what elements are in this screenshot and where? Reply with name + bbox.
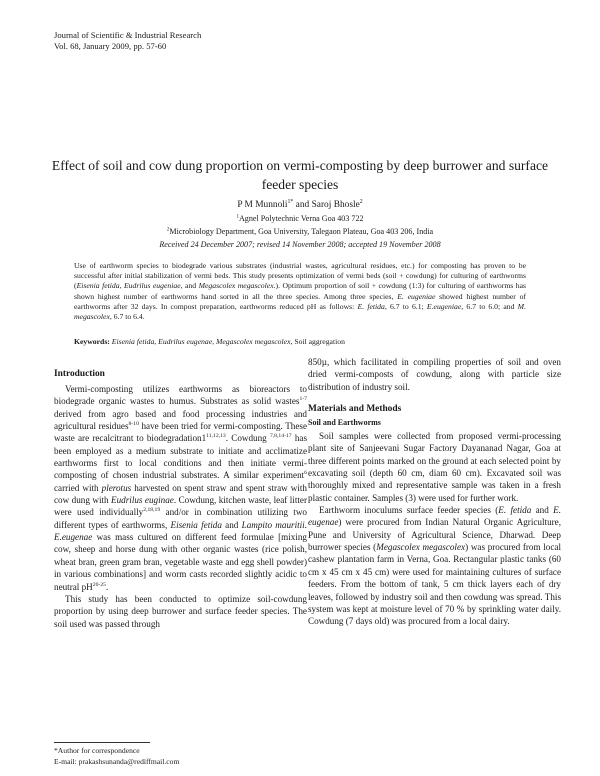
soil-earthworms-subheading: Soil and Earthworms <box>308 418 381 428</box>
species-name: Eudrilus euginae <box>111 495 174 506</box>
body-text: . Cowdung, kitchen waste, leaf litter were used individually <box>54 495 307 518</box>
body-text: carried with <box>54 482 102 493</box>
email-footnote: E-mail: prakashsunanda@rediffmail.com <box>54 757 180 766</box>
species-name: Eisenia fetida, Eudrilus eugeniae, <box>76 281 183 291</box>
abstract-text: , 6.7 to 6.4. <box>109 312 145 322</box>
body-text: harvested on spent straw and spent straw with cow dung with <box>54 482 307 506</box>
citation: 20-25 <box>92 581 106 588</box>
body-text: ) were procured from Indian Natural Organic Agriculture, Pune and University of Agricultural Science, Dharwad. Deep burrower species ( <box>308 517 561 553</box>
author-and: and <box>293 200 312 210</box>
body-text: Vermi-composting utilizes earthworms as bioreactors to biodegrade organic wastes to humus. Substrates as solid wastes <box>54 384 307 407</box>
species-name: M. megascolex <box>74 301 526 322</box>
body-text: have been tried for vermi-composting. These waste are recalcitrant to biodegradation1 <box>54 421 307 444</box>
species-name: E. eugeniae <box>397 291 436 301</box>
left-column <box>54 356 307 630</box>
intro-paragraph-1 <box>54 383 307 593</box>
continued-paragraph: 850µ, which facilitated in compiling properties of soil and oven dried vermi-composts of cowdung, along with particle size distribution of industry soil. <box>308 357 561 392</box>
species-name: Megascolex megascolex <box>376 542 466 553</box>
paper-title: Effect of soil and cow dung proportion on vermi-composting by deep burrower and surface feeder species <box>51 158 549 192</box>
methods-paragraph-2 <box>308 504 561 627</box>
body-text: . <box>105 581 109 592</box>
body-text: and <box>531 505 554 516</box>
author-footnote: *Author for correspondence <box>54 746 140 755</box>
author-2-sup: 2 <box>359 198 363 205</box>
affiliation-2-sup: 2 <box>166 227 170 233</box>
abstract-text: showed highest number of earthworms after 32 days. In compost preparation, earthworms reduced pH as follows: <box>74 291 526 311</box>
intro-paragraph-2: This study has been conducted to optimize soil-cowdung proportion by using deep burrower and surface feeder species. The soil used was passed through <box>54 593 307 629</box>
author-1: P M Munnoli <box>237 200 288 210</box>
body-text: and <box>221 519 242 530</box>
received-dates: Received 24 December 2007; revised 14 November 2008; accepted 19 November 2008 <box>159 240 441 249</box>
citation: 6 <box>304 470 307 477</box>
abstract-text: , 6.7 to 6.0; and <box>461 301 518 311</box>
species-name: Megascolex megascolex. <box>198 281 276 291</box>
footnote-rule <box>54 742 150 743</box>
keywords-label: Keywords: <box>74 337 112 346</box>
body-text: and/or in combination utilizing two different types of earthworms, <box>54 507 307 530</box>
body-text: was mass cultured on different feed formulae [mixing cow, sheep and horse dung with other organic wastes (rice polish, wheat bran, green gram bran, vegetable waste and egg shell powder) in various combinations] and worm casts recorded slightly acidic to neutral pH <box>54 532 307 592</box>
citation: 7,8,14-17 <box>269 433 292 440</box>
body-text: Earthworm inoculums surface feeder species ( <box>319 505 499 516</box>
species-name: Lampito mauritii. E.eugenae <box>54 519 307 543</box>
affiliation-1-sup: 1 <box>236 214 239 220</box>
methods-paragraph-1: Soil samples were collected from proposed vermi-processing plant site of Sanjeevani Sugar Factory Dayananad Nagar, Goa at three different points marked on the ground at each selected point by excavating soil (depth 60 cm, diam 60 cm). Excavated soil was thoroughly mixed and representative sample was taken in a fresh plastic container. Samples (3) were used for further work. <box>308 431 561 503</box>
right-column <box>308 356 561 628</box>
journal-name: Journal of Scientific & Industrial Research <box>54 30 202 40</box>
body-text: derived from agro based and food processing industries and agricultural residues <box>54 408 307 432</box>
keywords-rest: , Soil aggregation <box>290 337 345 346</box>
species-name: E. fetida <box>498 505 532 516</box>
body-text: . Cowdung <box>225 433 270 444</box>
affiliation-2 <box>40 227 560 237</box>
abstract <box>74 261 526 322</box>
methods-heading: Materials and Methods <box>308 404 402 415</box>
species-name: E. fetida <box>357 301 385 311</box>
author-1-sup: 1* <box>287 198 294 205</box>
species-name: E.eugeniae <box>426 301 462 311</box>
journal-header <box>54 30 201 52</box>
citation: 11,12,13 <box>206 433 226 440</box>
citation: 1-7 <box>299 396 307 403</box>
affiliation-1-text: Agnel Polytechnic Verna Goa 403 722 <box>238 214 364 223</box>
body-text: has been employed as a medium substrate to initiate and acclimatize earthworms first to local conditions and then initiate vermi-composting of chosen industrial substrates. A similar experiment <box>54 433 307 481</box>
affiliation-2-text: Microbiology Department, Goa University, Talegaon Plateau, Goa 403 206, India <box>169 227 434 236</box>
species-name: Eisenia fetida <box>170 519 222 530</box>
journal-issue: Vol. 68, January 2009, pp. 57-60 <box>54 41 167 51</box>
abstract-text: and <box>182 281 199 291</box>
author-2: Saroj Bhosle <box>311 200 360 210</box>
species-name: plerotus <box>101 482 132 493</box>
introduction-heading: Introduction <box>54 369 105 379</box>
citation: 2,18,19 <box>143 507 161 514</box>
abstract-text: , 6.7 to 6.1; <box>384 301 427 311</box>
keywords-species: Eisenia fetida, Eudrilus eugenae, Megascolex megascolex <box>111 337 291 346</box>
body-text: ) was procured from local cashew plantation farm in Verna, Goa. Rectangular plastic tanks (60 cm x 45 cm x 45 cm) were used for maintaining cultures of surface feeders. From the bottom of tank, 5 cm thick layers each of dry leaves, followed by industry soil and then cowdung was spread. This system was kept at moisture level of 70 % by sprinkling water daily. Cowdung (7 days old) was procured from a local dairy. <box>308 542 561 627</box>
citation: 8-10 <box>128 420 139 427</box>
abstract-text: Use of earthworm species to biodegrade various substrates (industrial wastes, agricultural residues, etc.) for composting has proven to be successful after initial stabilization of vermi beds. This study presents optimization of vermi beds (soil + cowdung) for culturing of earthworms ( <box>74 261 526 291</box>
author-line <box>40 199 560 211</box>
affiliation-1 <box>40 214 560 224</box>
abstract-text: ). Optimum proportion of soil + cowdung (1:3) for culturing of earthworms has shown highest number of earthworms hand sorted in all the three species. Among three species, <box>74 281 526 301</box>
keywords <box>74 337 526 347</box>
species-name: E. eugenae <box>308 505 561 528</box>
